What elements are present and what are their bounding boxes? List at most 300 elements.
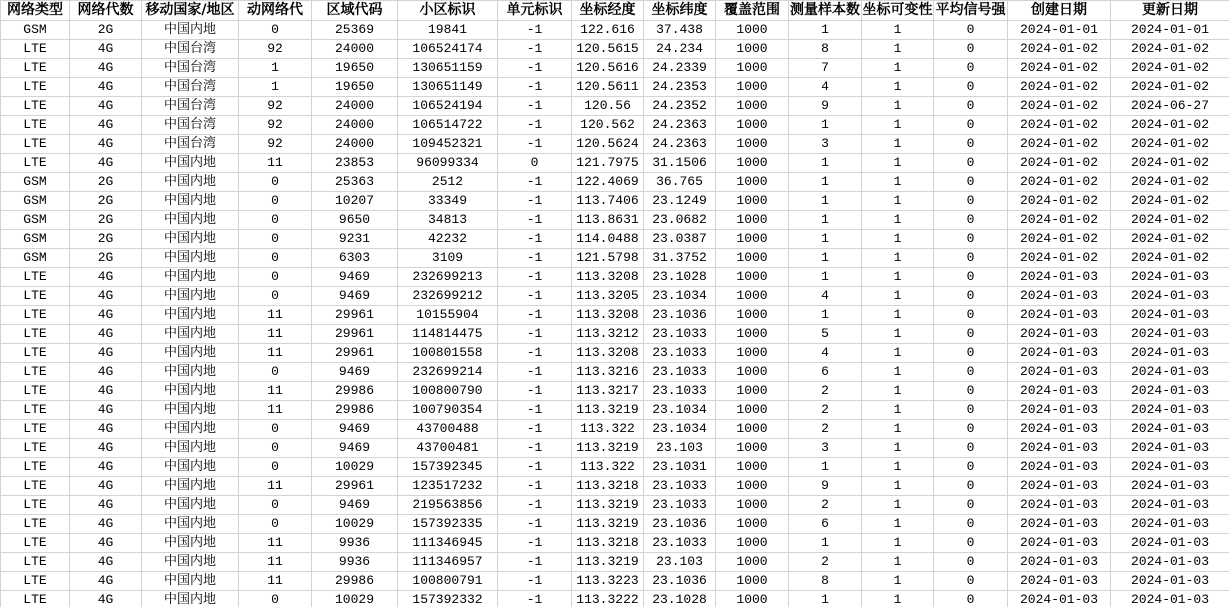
column-header[interactable]: 网络类型 [1, 1, 70, 21]
table-cell[interactable]: 9469 [312, 363, 398, 382]
table-cell[interactable]: 2024-01-03 [1008, 325, 1111, 344]
table-cell[interactable]: 中国台湾 [142, 135, 239, 154]
table-cell[interactable]: -1 [498, 173, 572, 192]
table-cell[interactable]: 4G [70, 496, 142, 515]
table-cell[interactable]: 2G [70, 21, 142, 40]
table-cell[interactable]: 29961 [312, 344, 398, 363]
table-cell[interactable]: 中国内地 [142, 401, 239, 420]
table-cell[interactable]: 1 [789, 458, 862, 477]
table-cell[interactable]: 113.3205 [572, 287, 644, 306]
table-cell[interactable]: -1 [498, 496, 572, 515]
table-cell[interactable]: 2024-01-02 [1111, 192, 1229, 211]
table-cell[interactable]: 1 [862, 420, 934, 439]
table-cell[interactable]: 100800791 [398, 572, 498, 591]
table-cell[interactable]: 23.1033 [644, 325, 716, 344]
table-cell[interactable]: 2024-01-03 [1111, 477, 1229, 496]
table-cell[interactable]: -1 [498, 572, 572, 591]
table-cell[interactable]: 113.3208 [572, 306, 644, 325]
table-cell[interactable]: 1000 [716, 477, 789, 496]
table-cell[interactable]: 114.0488 [572, 230, 644, 249]
table-cell[interactable]: GSM [1, 173, 70, 192]
table-cell[interactable]: 中国内地 [142, 306, 239, 325]
table-cell[interactable]: 2024-01-03 [1111, 591, 1229, 607]
table-cell[interactable]: 2024-01-02 [1008, 173, 1111, 192]
table-cell[interactable]: 1000 [716, 553, 789, 572]
table-cell[interactable]: 31.3752 [644, 249, 716, 268]
table-cell[interactable]: 1000 [716, 306, 789, 325]
table-cell[interactable]: 2024-01-03 [1111, 325, 1229, 344]
table-cell[interactable]: 0 [934, 306, 1008, 325]
table-cell[interactable]: 23.1034 [644, 401, 716, 420]
table-cell[interactable]: 4G [70, 116, 142, 135]
table-cell[interactable]: 232699213 [398, 268, 498, 287]
table-cell[interactable]: 4G [70, 135, 142, 154]
table-cell[interactable]: 0 [934, 116, 1008, 135]
table-cell[interactable]: 0 [239, 268, 312, 287]
table-cell[interactable]: 2024-01-03 [1111, 515, 1229, 534]
table-cell[interactable]: 106514722 [398, 116, 498, 135]
table-cell[interactable]: 1000 [716, 287, 789, 306]
table-cell[interactable]: 2024-01-03 [1111, 420, 1229, 439]
table-cell[interactable]: 1000 [716, 344, 789, 363]
table-cell[interactable]: 120.5616 [572, 59, 644, 78]
table-cell[interactable]: 1 [862, 591, 934, 607]
table-cell[interactable]: 0 [934, 458, 1008, 477]
table-cell[interactable]: 4G [70, 420, 142, 439]
table-cell[interactable]: LTE [1, 268, 70, 287]
table-cell[interactable]: 2024-01-02 [1008, 40, 1111, 59]
table-cell[interactable]: 0 [934, 515, 1008, 534]
table-cell[interactable]: 157392335 [398, 515, 498, 534]
table-cell[interactable]: 2024-01-03 [1111, 534, 1229, 553]
table-cell[interactable]: 10029 [312, 458, 398, 477]
table-cell[interactable]: 2024-01-03 [1111, 268, 1229, 287]
table-cell[interactable]: 113.322 [572, 458, 644, 477]
table-cell[interactable]: 1000 [716, 401, 789, 420]
table-cell[interactable]: 2024-01-02 [1008, 116, 1111, 135]
table-cell[interactable]: 2 [789, 420, 862, 439]
table-cell[interactable]: 0 [934, 325, 1008, 344]
table-cell[interactable]: 4G [70, 515, 142, 534]
table-cell[interactable]: 0 [934, 382, 1008, 401]
table-cell[interactable]: 2024-01-02 [1008, 154, 1111, 173]
table-cell[interactable]: -1 [498, 363, 572, 382]
table-cell[interactable]: 1000 [716, 268, 789, 287]
table-cell[interactable]: 6 [789, 363, 862, 382]
table-cell[interactable]: 23.0682 [644, 211, 716, 230]
table-cell[interactable]: 2024-01-02 [1111, 154, 1229, 173]
table-cell[interactable]: 1 [789, 534, 862, 553]
table-cell[interactable]: 43700488 [398, 420, 498, 439]
table-cell[interactable]: 0 [239, 192, 312, 211]
table-cell[interactable]: LTE [1, 154, 70, 173]
table-cell[interactable]: 中国台湾 [142, 97, 239, 116]
table-cell[interactable]: 1 [239, 59, 312, 78]
table-cell[interactable]: 96099334 [398, 154, 498, 173]
table-cell[interactable]: 0 [934, 534, 1008, 553]
table-cell[interactable]: 2024-01-03 [1008, 515, 1111, 534]
table-cell[interactable]: 2512 [398, 173, 498, 192]
table-cell[interactable]: 2024-01-02 [1111, 40, 1229, 59]
table-cell[interactable]: 2024-01-03 [1008, 572, 1111, 591]
table-cell[interactable]: 0 [239, 591, 312, 607]
table-cell[interactable]: 3 [789, 439, 862, 458]
table-cell[interactable]: 0 [934, 344, 1008, 363]
table-cell[interactable]: 9650 [312, 211, 398, 230]
table-cell[interactable]: 0 [934, 211, 1008, 230]
table-cell[interactable]: -1 [498, 21, 572, 40]
table-cell[interactable]: LTE [1, 420, 70, 439]
table-cell[interactable]: 109452321 [398, 135, 498, 154]
column-header[interactable]: 坐标可变性 [862, 1, 934, 21]
table-cell[interactable]: -1 [498, 382, 572, 401]
table-cell[interactable]: 2024-01-03 [1111, 344, 1229, 363]
column-header[interactable]: 更新日期 [1111, 1, 1229, 21]
table-cell[interactable]: 1 [789, 306, 862, 325]
table-cell[interactable]: 9 [789, 97, 862, 116]
table-cell[interactable]: 1000 [716, 192, 789, 211]
table-cell[interactable]: 2024-01-03 [1008, 306, 1111, 325]
table-cell[interactable]: 113.3219 [572, 496, 644, 515]
table-cell[interactable]: 2G [70, 249, 142, 268]
table-cell[interactable]: 23.1036 [644, 306, 716, 325]
table-cell[interactable]: 1 [862, 192, 934, 211]
table-cell[interactable]: 1 [862, 230, 934, 249]
table-cell[interactable]: 9469 [312, 496, 398, 515]
table-cell[interactable]: 1000 [716, 534, 789, 553]
column-header[interactable]: 坐标纬度 [644, 1, 716, 21]
table-cell[interactable]: 23.1033 [644, 363, 716, 382]
table-cell[interactable]: 4G [70, 591, 142, 607]
table-cell[interactable]: LTE [1, 439, 70, 458]
table-cell[interactable]: 23.1033 [644, 344, 716, 363]
table-cell[interactable]: 0 [239, 420, 312, 439]
table-cell[interactable]: 2024-01-02 [1111, 249, 1229, 268]
table-cell[interactable]: 中国内地 [142, 477, 239, 496]
table-cell[interactable]: 1 [862, 40, 934, 59]
table-cell[interactable]: 中国内地 [142, 515, 239, 534]
table-cell[interactable]: LTE [1, 572, 70, 591]
table-cell[interactable]: 122.616 [572, 21, 644, 40]
table-cell[interactable]: 1 [862, 496, 934, 515]
table-cell[interactable]: 120.562 [572, 116, 644, 135]
table-cell[interactable]: 0 [934, 230, 1008, 249]
table-cell[interactable]: 120.5624 [572, 135, 644, 154]
table-cell[interactable]: 24.2363 [644, 116, 716, 135]
table-cell[interactable]: 1 [789, 211, 862, 230]
table-cell[interactable]: -1 [498, 97, 572, 116]
table-cell[interactable]: 111346957 [398, 553, 498, 572]
table-cell[interactable]: -1 [498, 230, 572, 249]
table-cell[interactable]: 0 [934, 439, 1008, 458]
table-cell[interactable]: 113.322 [572, 420, 644, 439]
table-cell[interactable]: -1 [498, 268, 572, 287]
table-cell[interactable]: 中国内地 [142, 572, 239, 591]
table-cell[interactable]: LTE [1, 287, 70, 306]
column-header[interactable]: 动网络代 [239, 1, 312, 21]
table-cell[interactable]: 113.3218 [572, 477, 644, 496]
table-cell[interactable]: GSM [1, 21, 70, 40]
table-cell[interactable]: LTE [1, 325, 70, 344]
table-cell[interactable]: 120.5611 [572, 78, 644, 97]
table-cell[interactable]: 1 [862, 325, 934, 344]
table-cell[interactable]: 121.5798 [572, 249, 644, 268]
table-cell[interactable]: 113.3219 [572, 553, 644, 572]
table-cell[interactable]: 2024-01-03 [1111, 382, 1229, 401]
table-cell[interactable]: 1000 [716, 249, 789, 268]
table-cell[interactable]: 0 [934, 591, 1008, 607]
table-cell[interactable]: 24000 [312, 40, 398, 59]
table-cell[interactable]: 0 [934, 21, 1008, 40]
table-cell[interactable]: 23.103 [644, 439, 716, 458]
table-cell[interactable]: 23.1033 [644, 382, 716, 401]
table-cell[interactable]: GSM [1, 211, 70, 230]
table-cell[interactable]: 2024-01-03 [1008, 363, 1111, 382]
table-cell[interactable]: 2024-01-03 [1008, 439, 1111, 458]
table-cell[interactable]: 1000 [716, 496, 789, 515]
table-cell[interactable]: 4G [70, 363, 142, 382]
table-cell[interactable]: 中国台湾 [142, 78, 239, 97]
table-cell[interactable]: 中国内地 [142, 458, 239, 477]
table-cell[interactable]: 2G [70, 173, 142, 192]
table-cell[interactable]: 23.103 [644, 553, 716, 572]
table-cell[interactable]: 1000 [716, 135, 789, 154]
table-cell[interactable]: 0 [239, 173, 312, 192]
table-cell[interactable]: 1 [862, 268, 934, 287]
table-cell[interactable]: 1 [862, 249, 934, 268]
table-cell[interactable]: -1 [498, 192, 572, 211]
table-cell[interactable]: 2 [789, 382, 862, 401]
table-cell[interactable]: 0 [239, 249, 312, 268]
table-cell[interactable]: 113.3222 [572, 591, 644, 607]
table-cell[interactable]: 23.1036 [644, 572, 716, 591]
table-cell[interactable]: 113.3208 [572, 344, 644, 363]
table-cell[interactable]: 2024-01-03 [1111, 572, 1229, 591]
table-cell[interactable]: 2024-06-27 [1111, 97, 1229, 116]
table-cell[interactable]: 130651149 [398, 78, 498, 97]
table-cell[interactable]: 0 [498, 154, 572, 173]
table-cell[interactable]: 4G [70, 287, 142, 306]
table-cell[interactable]: 0 [934, 401, 1008, 420]
table-cell[interactable]: 中国内地 [142, 154, 239, 173]
table-cell[interactable]: 31.1506 [644, 154, 716, 173]
table-cell[interactable]: GSM [1, 230, 70, 249]
table-cell[interactable]: -1 [498, 78, 572, 97]
table-cell[interactable]: 4G [70, 40, 142, 59]
table-cell[interactable]: 0 [934, 40, 1008, 59]
table-cell[interactable]: 11 [239, 325, 312, 344]
table-cell[interactable]: 42232 [398, 230, 498, 249]
table-cell[interactable]: 2G [70, 192, 142, 211]
table-cell[interactable]: 2024-01-03 [1111, 363, 1229, 382]
table-cell[interactable]: 33349 [398, 192, 498, 211]
table-cell[interactable]: 10029 [312, 591, 398, 607]
column-header[interactable]: 平均信号强 [934, 1, 1008, 21]
table-cell[interactable]: 2024-01-02 [1111, 135, 1229, 154]
table-cell[interactable]: 24000 [312, 135, 398, 154]
table-cell[interactable]: LTE [1, 78, 70, 97]
table-cell[interactable]: 中国内地 [142, 211, 239, 230]
table-cell[interactable]: 0 [239, 363, 312, 382]
table-cell[interactable]: -1 [498, 458, 572, 477]
table-cell[interactable]: 4G [70, 59, 142, 78]
table-cell[interactable]: -1 [498, 515, 572, 534]
table-cell[interactable]: 1000 [716, 363, 789, 382]
table-cell[interactable]: 2024-01-02 [1008, 135, 1111, 154]
table-cell[interactable]: 10155904 [398, 306, 498, 325]
column-header[interactable]: 移动国家/地区 [142, 1, 239, 21]
table-cell[interactable]: 130651159 [398, 59, 498, 78]
table-cell[interactable]: LTE [1, 116, 70, 135]
table-cell[interactable]: 2024-01-01 [1111, 21, 1229, 40]
table-cell[interactable]: 中国内地 [142, 420, 239, 439]
column-header[interactable]: 创建日期 [1008, 1, 1111, 21]
table-cell[interactable]: 8 [789, 40, 862, 59]
table-cell[interactable]: 4G [70, 553, 142, 572]
table-cell[interactable]: 4G [70, 477, 142, 496]
table-cell[interactable]: 1 [789, 154, 862, 173]
table-cell[interactable]: 1000 [716, 591, 789, 607]
table-cell[interactable]: 0 [934, 97, 1008, 116]
table-cell[interactable]: 1 [862, 59, 934, 78]
table-cell[interactable]: 4 [789, 344, 862, 363]
table-cell[interactable]: 92 [239, 116, 312, 135]
table-cell[interactable]: 92 [239, 40, 312, 59]
table-cell[interactable]: 1000 [716, 230, 789, 249]
table-cell[interactable]: 1000 [716, 515, 789, 534]
table-cell[interactable]: 中国内地 [142, 496, 239, 515]
table-cell[interactable]: 2024-01-03 [1008, 401, 1111, 420]
table-cell[interactable]: LTE [1, 401, 70, 420]
table-cell[interactable]: 中国内地 [142, 553, 239, 572]
table-cell[interactable]: 120.56 [572, 97, 644, 116]
table-cell[interactable]: -1 [498, 534, 572, 553]
table-cell[interactable]: 0 [934, 249, 1008, 268]
table-cell[interactable]: 5 [789, 325, 862, 344]
table-cell[interactable]: 24.2339 [644, 59, 716, 78]
column-header[interactable]: 测量样本数 [789, 1, 862, 21]
table-cell[interactable]: 1000 [716, 154, 789, 173]
table-cell[interactable]: 中国内地 [142, 21, 239, 40]
table-cell[interactable]: 24.2352 [644, 97, 716, 116]
table-cell[interactable]: 23.1031 [644, 458, 716, 477]
table-cell[interactable]: 100790354 [398, 401, 498, 420]
table-cell[interactable]: 中国内地 [142, 439, 239, 458]
table-cell[interactable]: 1 [862, 401, 934, 420]
table-cell[interactable]: 4G [70, 268, 142, 287]
table-cell[interactable]: 2024-01-02 [1008, 97, 1111, 116]
table-cell[interactable]: 0 [239, 21, 312, 40]
table-cell[interactable]: 2024-01-03 [1111, 287, 1229, 306]
table-cell[interactable]: 113.3212 [572, 325, 644, 344]
table-cell[interactable]: 0 [934, 363, 1008, 382]
table-cell[interactable]: 2024-01-02 [1008, 230, 1111, 249]
table-cell[interactable]: 1 [862, 553, 934, 572]
table-cell[interactable]: 4 [789, 287, 862, 306]
table-cell[interactable]: 0 [934, 173, 1008, 192]
table-cell[interactable]: 0 [934, 496, 1008, 515]
table-cell[interactable]: 1 [789, 21, 862, 40]
table-cell[interactable]: 1 [789, 591, 862, 607]
table-cell[interactable]: 29986 [312, 572, 398, 591]
table-cell[interactable]: 4G [70, 325, 142, 344]
table-cell[interactable]: 中国内地 [142, 591, 239, 607]
table-cell[interactable]: 1000 [716, 439, 789, 458]
table-cell[interactable]: 113.3219 [572, 401, 644, 420]
table-cell[interactable]: 24000 [312, 116, 398, 135]
table-cell[interactable]: 中国内地 [142, 192, 239, 211]
table-cell[interactable]: 中国内地 [142, 287, 239, 306]
table-cell[interactable]: 2024-01-03 [1111, 458, 1229, 477]
table-cell[interactable]: 1000 [716, 59, 789, 78]
table-cell[interactable]: LTE [1, 59, 70, 78]
table-cell[interactable]: 9469 [312, 268, 398, 287]
table-cell[interactable]: 中国台湾 [142, 59, 239, 78]
table-cell[interactable]: 1000 [716, 458, 789, 477]
table-cell[interactable]: -1 [498, 439, 572, 458]
table-cell[interactable]: 0 [934, 59, 1008, 78]
table-cell[interactable]: 1 [862, 154, 934, 173]
table-cell[interactable]: 9936 [312, 534, 398, 553]
table-cell[interactable]: 29986 [312, 401, 398, 420]
table-cell[interactable]: 113.3208 [572, 268, 644, 287]
table-cell[interactable]: 43700481 [398, 439, 498, 458]
table-cell[interactable]: 2024-01-02 [1008, 192, 1111, 211]
table-cell[interactable]: 1 [862, 515, 934, 534]
table-cell[interactable]: 1000 [716, 572, 789, 591]
table-cell[interactable]: 1 [862, 97, 934, 116]
table-cell[interactable]: 2024-01-02 [1111, 173, 1229, 192]
table-cell[interactable]: 113.7406 [572, 192, 644, 211]
table-cell[interactable]: 29961 [312, 306, 398, 325]
table-cell[interactable]: 0 [239, 211, 312, 230]
table-cell[interactable]: 0 [239, 230, 312, 249]
table-cell[interactable]: 4G [70, 306, 142, 325]
table-cell[interactable]: 中国内地 [142, 382, 239, 401]
table-cell[interactable]: LTE [1, 306, 70, 325]
table-cell[interactable]: 2024-01-03 [1008, 458, 1111, 477]
table-cell[interactable]: 1 [862, 135, 934, 154]
table-cell[interactable]: 2024-01-03 [1008, 382, 1111, 401]
table-cell[interactable]: 23.1028 [644, 591, 716, 607]
table-cell[interactable]: -1 [498, 420, 572, 439]
table-cell[interactable]: 1 [789, 268, 862, 287]
table-cell[interactable]: 4G [70, 97, 142, 116]
table-cell[interactable]: 11 [239, 572, 312, 591]
column-header[interactable]: 坐标经度 [572, 1, 644, 21]
column-header[interactable]: 小区标识 [398, 1, 498, 21]
table-cell[interactable]: 1 [862, 382, 934, 401]
table-cell[interactable]: 100801558 [398, 344, 498, 363]
table-cell[interactable]: 中国台湾 [142, 40, 239, 59]
table-cell[interactable]: 1 [862, 21, 934, 40]
table-cell[interactable]: 1 [862, 458, 934, 477]
table-cell[interactable]: 3 [789, 135, 862, 154]
table-cell[interactable]: 1 [789, 230, 862, 249]
table-cell[interactable]: 2024-01-03 [1008, 591, 1111, 607]
table-cell[interactable]: 0 [934, 477, 1008, 496]
table-cell[interactable]: 157392345 [398, 458, 498, 477]
table-cell[interactable]: 24.2353 [644, 78, 716, 97]
table-cell[interactable]: 9469 [312, 287, 398, 306]
table-cell[interactable]: -1 [498, 325, 572, 344]
table-cell[interactable]: 2024-01-03 [1008, 534, 1111, 553]
table-cell[interactable]: 19650 [312, 78, 398, 97]
table-cell[interactable]: 1 [862, 173, 934, 192]
table-cell[interactable]: 113.3218 [572, 534, 644, 553]
table-cell[interactable]: 0 [934, 135, 1008, 154]
table-cell[interactable]: LTE [1, 382, 70, 401]
